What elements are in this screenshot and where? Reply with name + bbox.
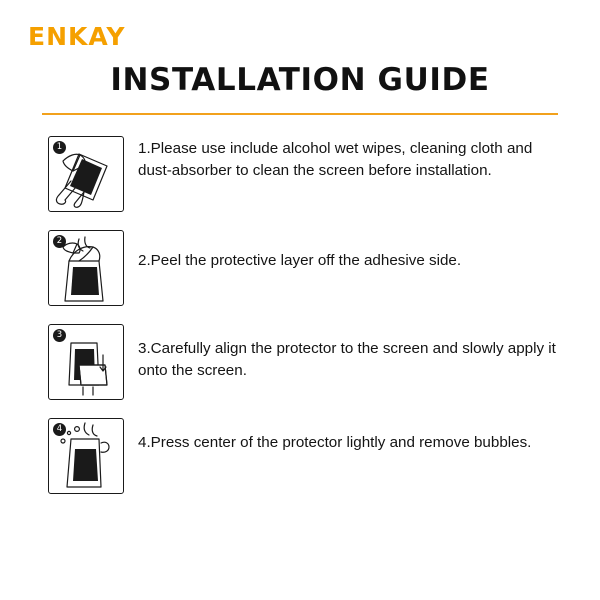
steps-list — [48, 132, 558, 508]
list-item — [48, 414, 558, 494]
list-item — [48, 226, 558, 306]
step-4-illustration — [48, 418, 124, 494]
list-item — [48, 132, 558, 212]
step-3-number: 3. — [138, 340, 151, 357]
step-1-badge: 1 — [53, 141, 66, 154]
step-2-illustration — [48, 230, 124, 306]
brand-logo: ENKAY — [28, 22, 126, 51]
step-4-number: 4. — [138, 434, 151, 451]
step-4-badge: 4 — [53, 423, 66, 436]
list-item — [48, 320, 558, 400]
step-2-badge: 2 — [53, 235, 66, 248]
step-4-body: Press center of the protector lightly and remove bubbles. — [150, 434, 532, 451]
page-title-container — [0, 62, 600, 98]
step-1-body: Please use include alcohol wet wipes, cleaning cloth and dust-absorber to clean the screen before installation. — [138, 140, 533, 180]
step-2-text — [124, 226, 558, 272]
step-2-body: Peel the protective layer off the adhesive side. — [150, 252, 462, 269]
page-title: INSTALLATION GUIDE — [110, 62, 490, 98]
step-3-body: Carefully align the protector to the screen and slowly apply it onto the screen. — [138, 340, 556, 380]
step-3-text — [124, 320, 558, 382]
step-3-badge: 3 — [53, 329, 66, 342]
step-1-text — [124, 132, 558, 182]
step-4-text — [124, 414, 558, 454]
title-divider — [42, 113, 558, 115]
step-1-number: 1. — [138, 140, 151, 157]
step-3-illustration — [48, 324, 124, 400]
step-1-illustration — [48, 136, 124, 212]
step-2-number: 2. — [138, 252, 151, 269]
